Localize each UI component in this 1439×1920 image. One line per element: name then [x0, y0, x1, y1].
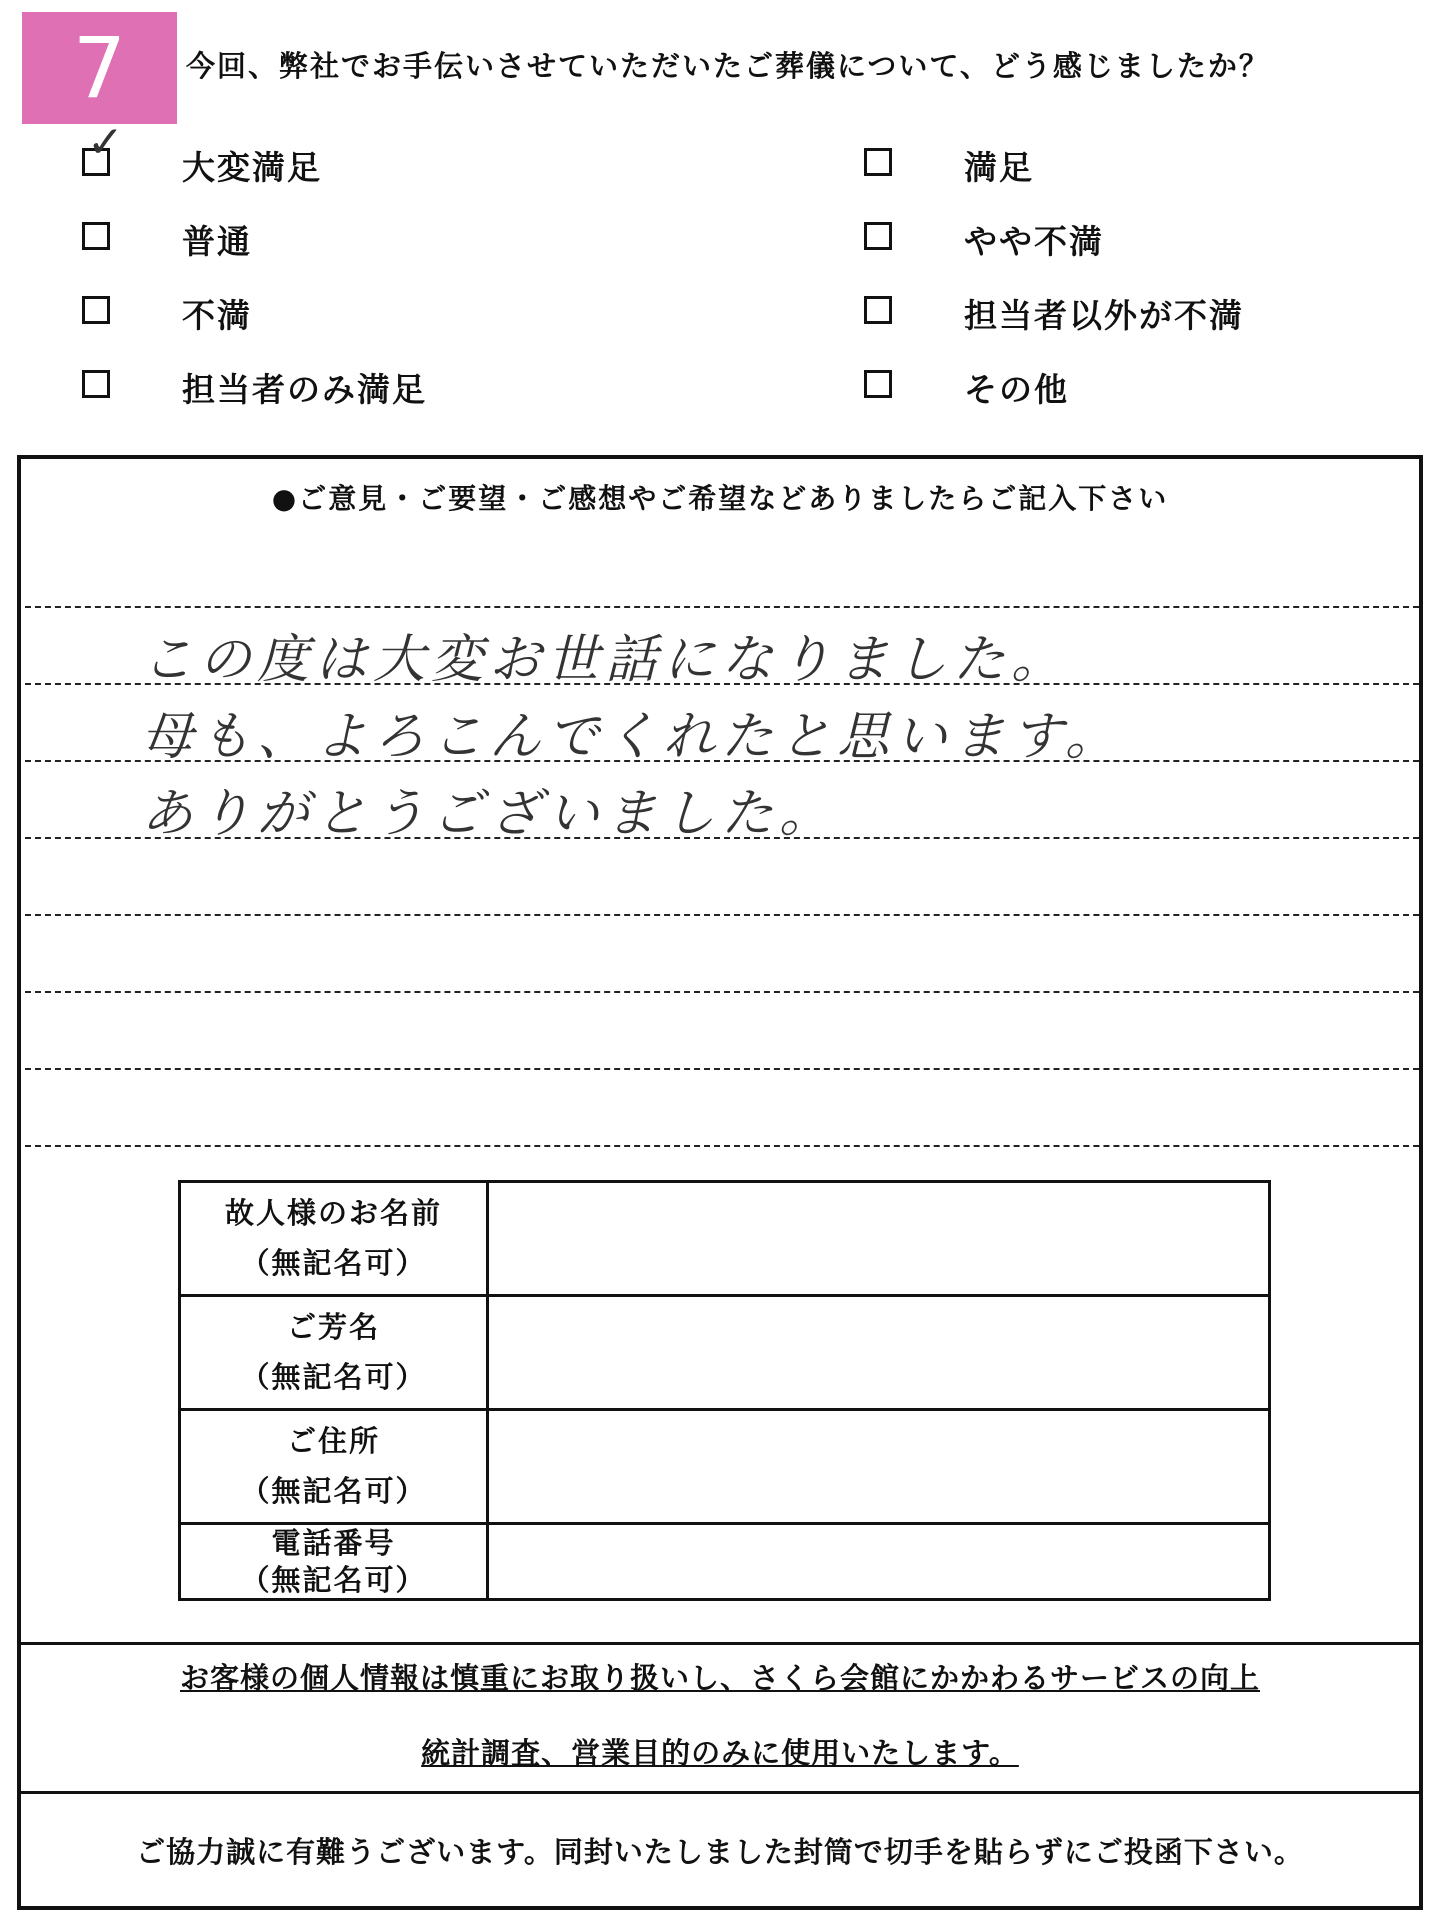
option-label: 大変満足 — [182, 148, 322, 187]
option-label: 担当者のみ満足 — [182, 370, 427, 409]
option-label: その他 — [964, 370, 1069, 409]
phone-field[interactable] — [488, 1524, 1270, 1600]
comment-rule — [25, 991, 1419, 993]
sender-name-label: ご芳名 — [286, 1310, 380, 1345]
anonymous-note: （無記名可） — [240, 1473, 427, 1508]
checkbox[interactable] — [864, 370, 892, 398]
checkbox[interactable] — [82, 296, 110, 324]
anonymous-note: （無記名可） — [240, 1562, 427, 1597]
question-text: 今回、弊社でお手伝いさせていただいたご葬儀について、どう感じましたか？ — [186, 49, 1270, 83]
checkbox[interactable] — [864, 222, 892, 250]
deceased-name-field[interactable] — [488, 1182, 1270, 1296]
phone-label-cell — [180, 1524, 488, 1600]
comment-rule — [25, 914, 1419, 916]
option-staff-only-satisfied[interactable] — [82, 362, 427, 409]
option-normal[interactable] — [82, 214, 252, 261]
phone-label: 電話番号 — [271, 1526, 396, 1561]
comment-rule — [25, 1068, 1419, 1070]
question-number-badge: 7 — [22, 12, 177, 124]
checkbox[interactable] — [82, 370, 110, 398]
footer-thanks-text: ご協力誠に有難うございます。同封いたしました封筒で切手を貼らずにご投函下さい。 — [136, 1835, 1304, 1869]
sender-name-field[interactable] — [488, 1296, 1270, 1410]
privacy-notice-line-2: 統計調査、営業目的のみに使用いたします。 — [421, 1736, 1019, 1770]
address-label-cell — [180, 1410, 488, 1524]
option-other[interactable] — [864, 362, 1069, 409]
comment-rule — [25, 606, 1419, 608]
table-row — [180, 1410, 1270, 1524]
option-satisfied[interactable] — [864, 140, 1034, 187]
section-divider — [21, 1642, 1419, 1645]
privacy-notice-line-1: お客様の個人情報は慎重にお取り扱いし、さくら会館にかかわるサービスの向上 — [179, 1661, 1260, 1695]
table-row — [180, 1524, 1270, 1600]
sender-name-label-cell — [180, 1296, 488, 1410]
deceased-name-label: 故人様のお名前 — [224, 1196, 442, 1231]
option-label: 不満 — [182, 296, 252, 335]
handwritten-comment-line: 母も、よろこんでくれたと思います。 — [141, 707, 1123, 767]
option-very-satisfied[interactable] — [82, 117, 322, 187]
section-divider — [21, 1791, 1419, 1794]
option-somewhat-dissatisfied[interactable] — [864, 214, 1104, 261]
option-dissatisfied[interactable] — [82, 288, 252, 335]
option-label: 担当者以外が不満 — [964, 296, 1244, 335]
checkbox[interactable] — [864, 148, 892, 176]
checkbox-checked[interactable] — [82, 117, 124, 176]
table-row — [180, 1296, 1270, 1410]
check-mark-icon: ✓ — [87, 117, 124, 168]
address-field[interactable] — [488, 1410, 1270, 1524]
handwritten-comment-line: ありがとうございました。 — [141, 784, 838, 844]
checkbox[interactable] — [864, 296, 892, 324]
table-row — [180, 1182, 1270, 1296]
option-label: 普通 — [182, 222, 252, 261]
option-others-dissatisfied[interactable] — [864, 288, 1244, 335]
checkbox[interactable] — [82, 222, 110, 250]
handwritten-comment-line: この度は大変お世話になりました。 — [141, 630, 1070, 690]
address-label: ご住所 — [286, 1424, 380, 1459]
personal-info-table — [178, 1180, 1271, 1601]
comment-rule — [25, 1145, 1419, 1147]
anonymous-note: （無記名可） — [240, 1245, 427, 1280]
option-label: 満足 — [964, 148, 1034, 187]
option-label: やや不満 — [964, 222, 1104, 261]
deceased-name-label-cell — [180, 1182, 488, 1296]
anonymous-note: （無記名可） — [240, 1359, 427, 1394]
comment-and-info-frame — [17, 455, 1423, 1910]
comment-section-title: ●ご意見・ご要望・ご感想やご希望などありましたらご記入下さい — [271, 482, 1169, 515]
